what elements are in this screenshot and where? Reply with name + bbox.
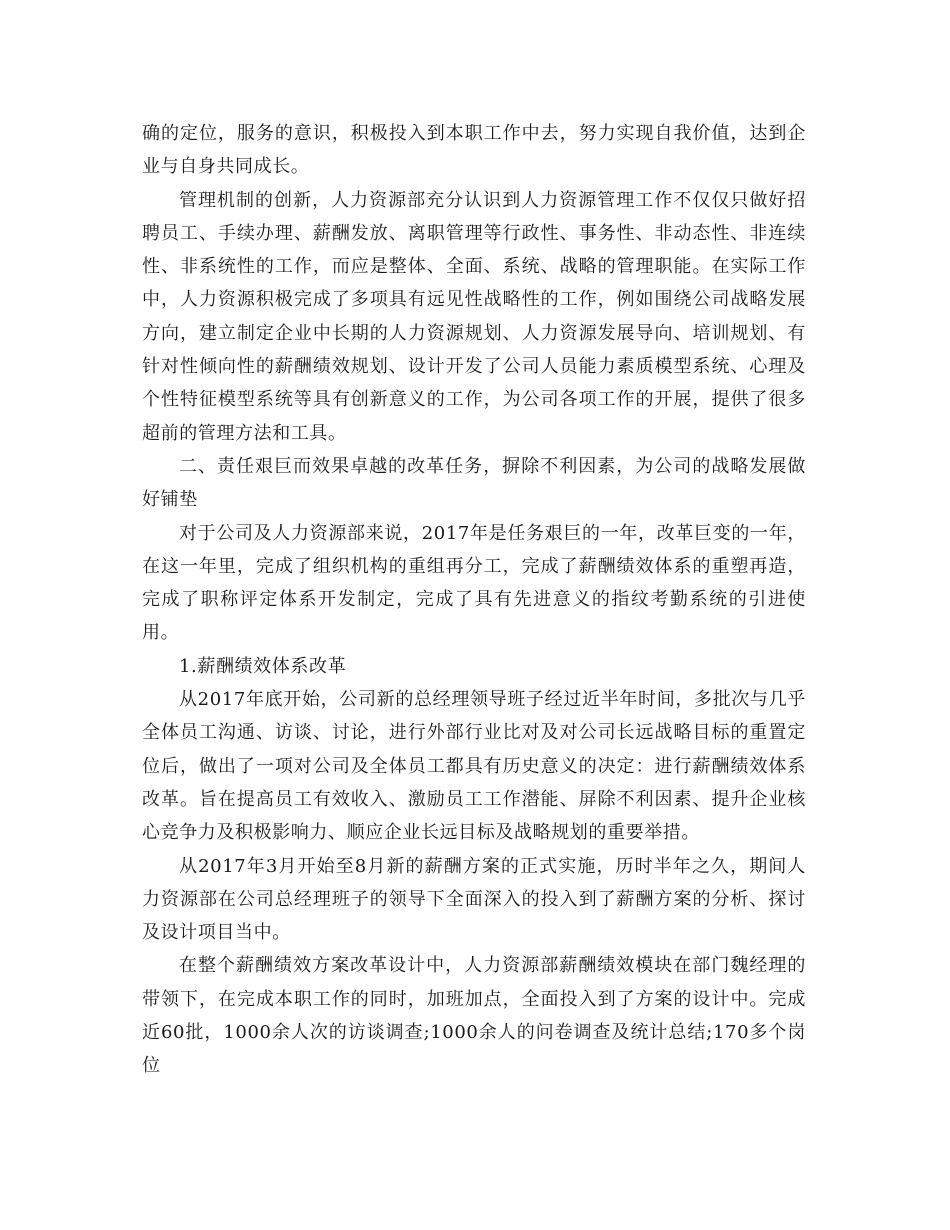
subsection-heading-1: 1.薪酬绩效体系改革 — [179, 655, 347, 677]
paragraph-6: 在整个薪酬绩效方案改革设计中，人力资源部薪酬绩效模块在部门魏经理的带领下，在完成本职工作的同时，加班加点，全面投入到了方案的设计中。完成近60批，1000余人次的访谈调查;1000余人的问卷调查及统计总结;170多个岗位 — [142, 955, 806, 1077]
paragraph-2: 管理机制的创新，人力资源部充分认识到人力资源管理工作不仅仅只做好招聘员工、手续办理、薪酬发放、离职管理等行政性、事务性、非动态性、非连续性、非系统性的工作，而应是整体、全面、系统、战略的管理职能。在实际工作中，人力资源积极完成了多项具有远见性战略性的工作，例如围绕公司战略发展方向，建立制定企业中长期的人力资源规划、人力资源发展导向、培训规划、有针对性倾向性的薪酬绩效规划、设计开发了公司人员能力素质模型系统、心理及个性特征模型系统等具有创新意义的工作，为公司各项工作的开展，提供了很多超前的管理方法和工具。 — [142, 189, 806, 444]
paragraph-1: 确的定位，服务的意识，积极投入到本职工作中去，努力实现自我价值，达到企业与自身共同成长。 — [142, 123, 806, 178]
paragraph-5: 从2017年3月开始至8月新的薪酬方案的正式实施，历时半年之久，期间人力资源部在公司总经理班子的领导下全面深入的投入到了薪酬方案的分析、探讨及设计项目当中。 — [142, 855, 806, 944]
paragraph-3: 对于公司及人力资源部来说，2017年是任务艰巨的一年，改革巨变的一年，在这一年里，完成了组织机构的重组再分工，完成了薪酬绩效体系的重塑再造，完成了职称评定体系开发制定，完成了具有先进意义的指纹考勤系统的引进使用。 — [142, 522, 806, 644]
section-heading-2: 二、责任艰巨而效果卓越的改革任务，摒除不利因素，为公司的战略发展做好铺垫 — [142, 455, 806, 511]
paragraph-4: 从2017年底开始，公司新的总经理领导班子经过近半年时间，多批次与几乎全体员工沟通、访谈、讨论，进行外部行业比对及对公司长远战略目标的重置定位后，做出了一项对公司及全体员工都具有历史意义的决定：进行薪酬绩效体系改革。旨在提高员工有效收入、激励员工工作潜能、屏除不利因素、提升企业核心竞争力及积极影响力、顺应企业长远目标及战略规划的重要举措。 — [142, 689, 806, 844]
document-body — [142, 117, 806, 1083]
